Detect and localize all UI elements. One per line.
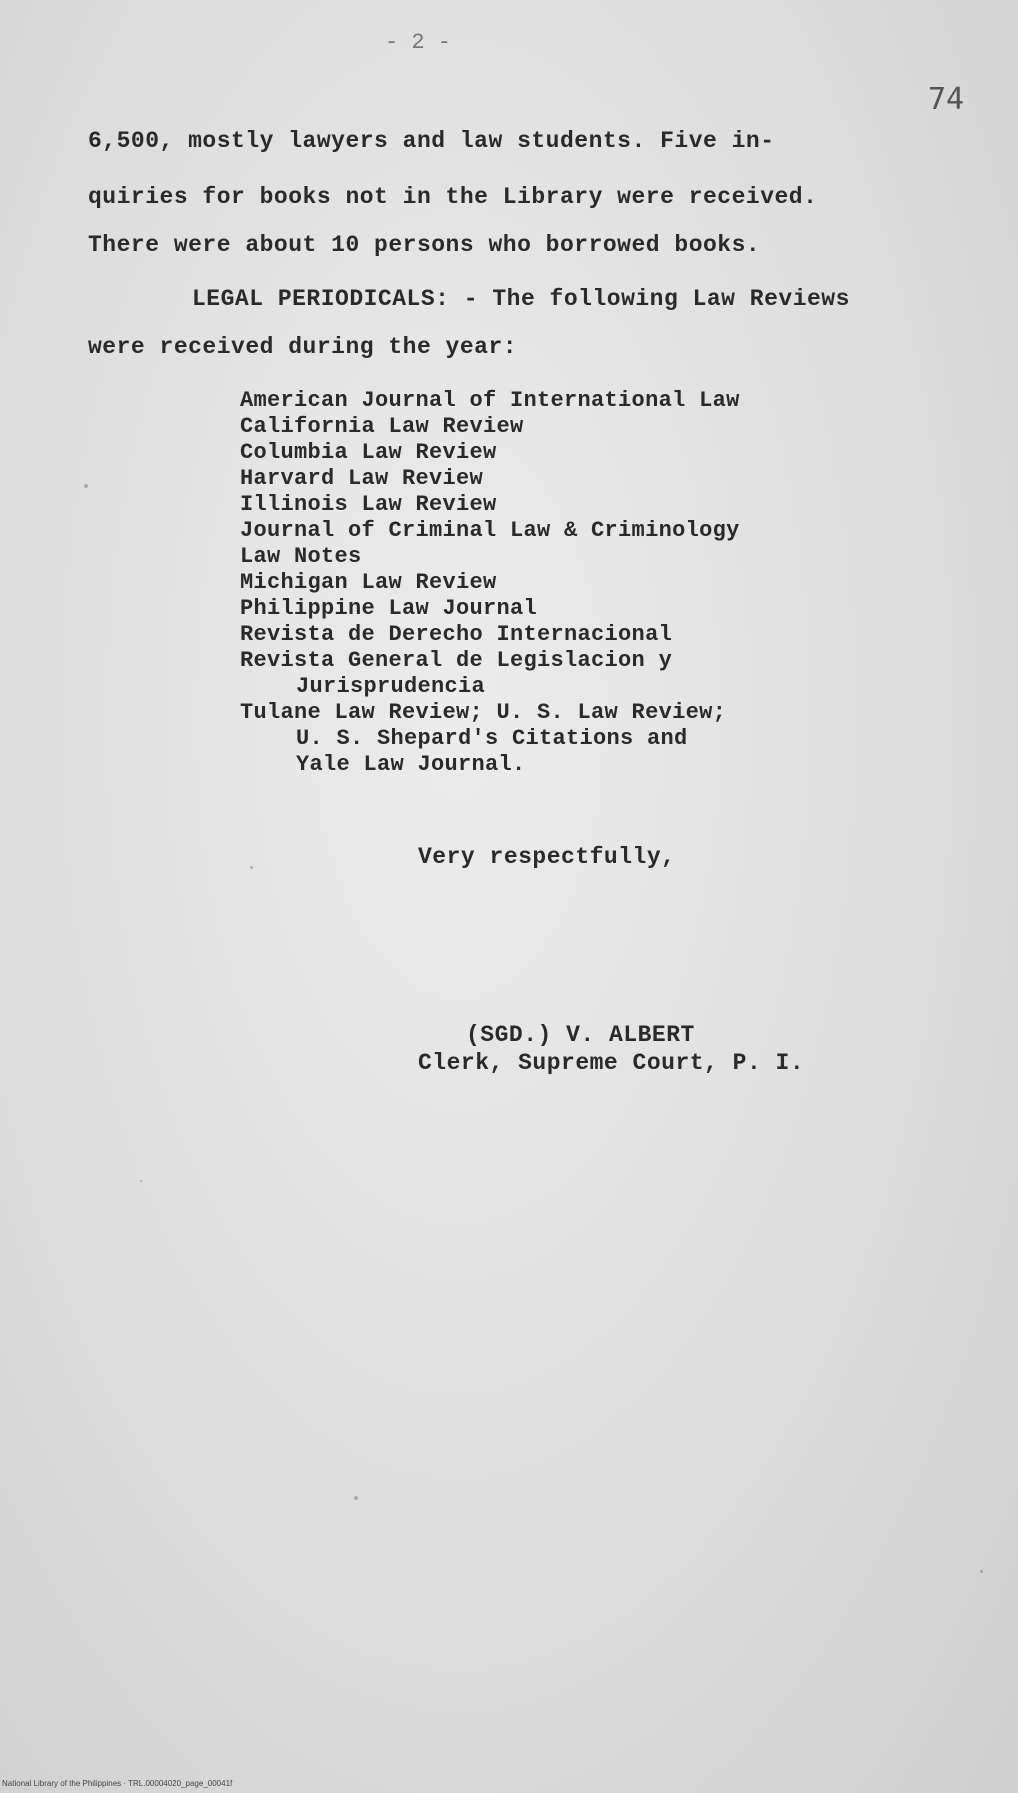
page-marker: - 2 -	[385, 30, 452, 55]
list-item: Michigan Law Review	[240, 570, 497, 595]
list-item: American Journal of International Law	[240, 388, 740, 413]
list-item: Tulane Law Review; U. S. Law Review;	[240, 700, 727, 725]
periodicals-intro: were received during the year:	[88, 334, 518, 360]
periodicals-heading: LEGAL PERIODICALS: - The following Law Reviews	[192, 286, 850, 312]
list-item: Columbia Law Review	[240, 440, 497, 465]
page-number: 74	[928, 82, 965, 117]
list-item: Law Notes	[240, 544, 362, 569]
list-item: Journal of Criminal Law & Criminology	[240, 518, 740, 543]
list-item: Revista General de Legislacion y	[240, 648, 673, 673]
list-item: California Law Review	[240, 414, 524, 439]
list-item: Philippine Law Journal	[240, 596, 538, 621]
footer-credit: National Library of the Philippines · TRL.00004020_page_00041f	[2, 1779, 233, 1788]
list-item: U. S. Shepard's Citations and	[296, 726, 688, 751]
signature-name: (SGD.) V. ALBERT	[466, 1022, 695, 1048]
list-item: Harvard Law Review	[240, 466, 484, 491]
list-item: Revista de Derecho Internacional	[240, 622, 673, 647]
body-line-1: 6,500, mostly lawyers and law students. Five in-	[88, 128, 775, 154]
body-line-2: quiries for books not in the Library were received.	[88, 184, 818, 210]
body-line-3: There were about 10 persons who borrowed books.	[88, 232, 761, 258]
list-item: Jurisprudencia	[296, 674, 486, 699]
signature-title: Clerk, Supreme Court, P. I.	[418, 1050, 805, 1076]
list-item: Yale Law Journal.	[296, 752, 526, 777]
list-item: Illinois Law Review	[240, 492, 497, 517]
closing-salutation: Very respectfully,	[418, 844, 676, 870]
